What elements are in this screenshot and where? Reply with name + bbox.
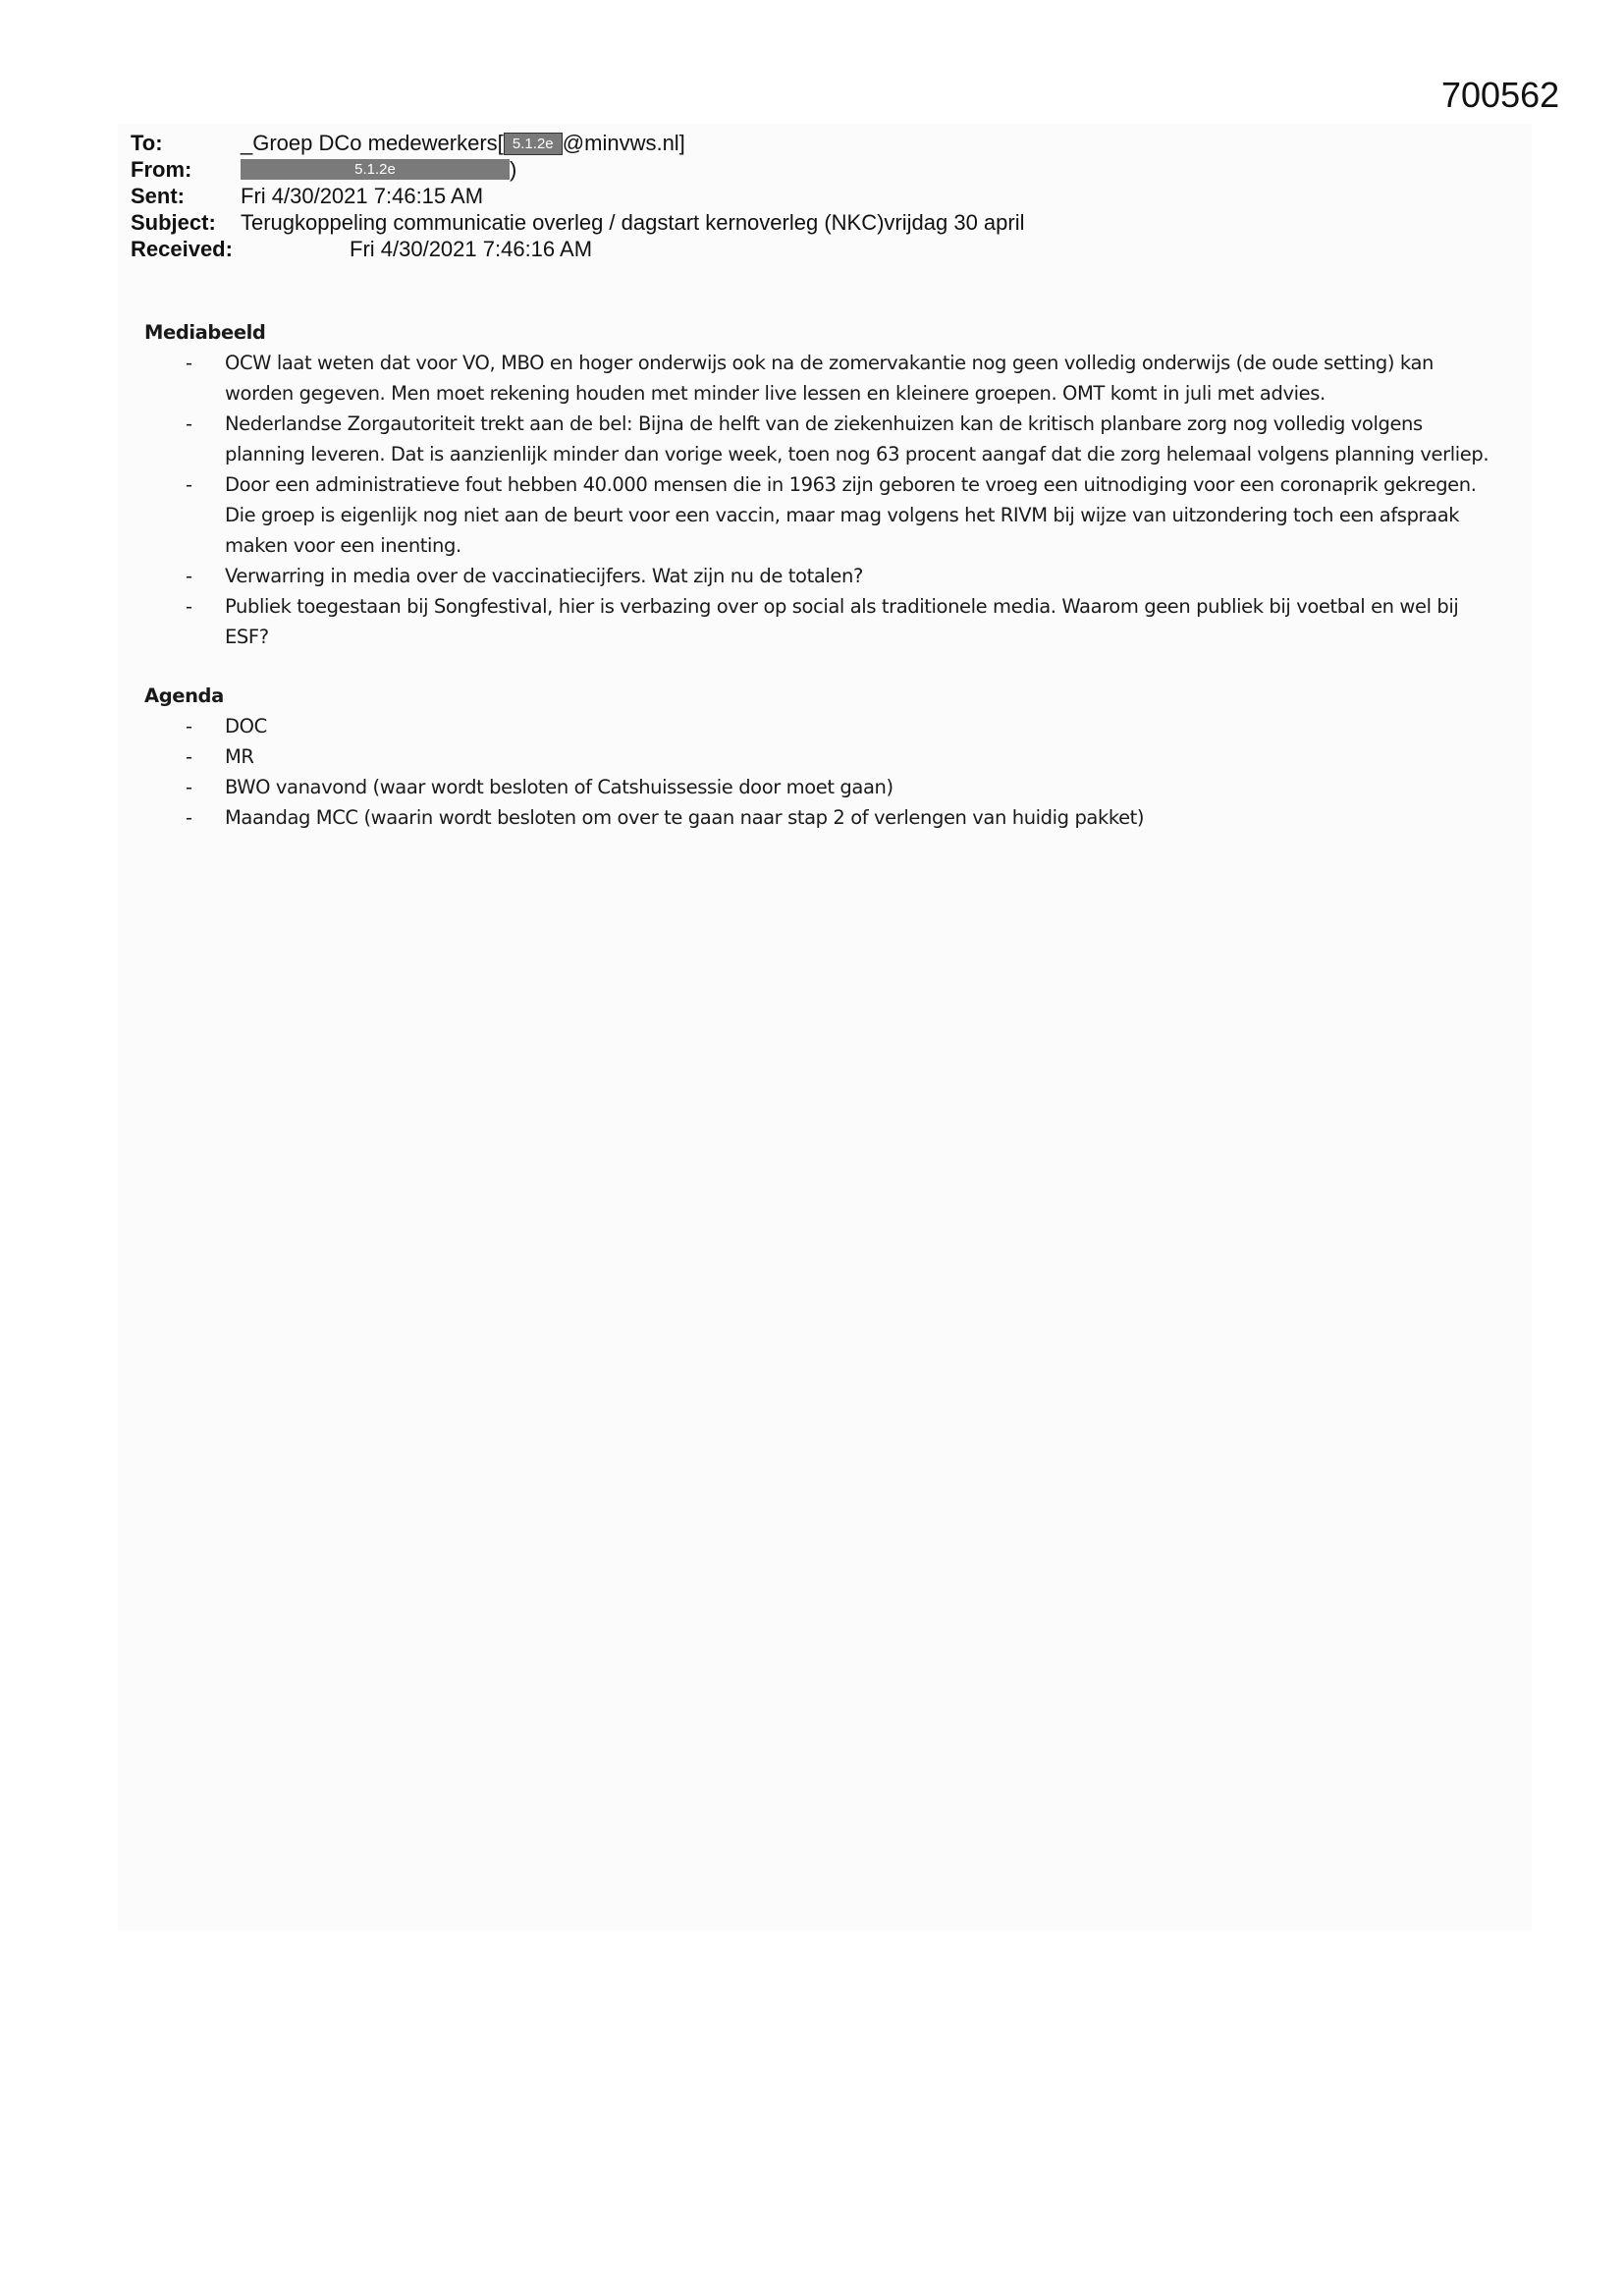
list-item-text: Nederlandse Zorgautoriteit trekt aan de bel: Bijna de helft van de ziekenhuizen kan de kritisch planbare zorg nog volledig volgens planning leveren. Dat is aanzienlijk minder dan vorige week, toen nog 63 procent aangaf dat die zorg helemaal volgens planning verliep. [225, 412, 1489, 465]
to-label: To: [131, 131, 163, 155]
list-item [144, 741, 1491, 772]
subject-label: Subject: [131, 210, 216, 235]
subject-value: Terugkoppeling communicatie overleg / dagstart kernoverleg (NKC)vrijdag 30 april [241, 210, 1025, 235]
bullet-dash: - [186, 473, 192, 496]
from-label: From: [131, 157, 192, 182]
bullet-dash: - [186, 776, 192, 798]
list-item [144, 591, 1491, 652]
list-item [144, 802, 1491, 833]
to-value [241, 130, 685, 156]
sent-value: Fri 4/30/2021 7:46:15 AM [241, 184, 484, 208]
list-item [144, 469, 1491, 561]
bullet-dash: - [186, 565, 192, 587]
section-gap [144, 652, 1491, 681]
sent-label: Sent: [131, 184, 185, 208]
list-item-text: OCW laat weten dat voor VO, MBO en hoger onderwijs ook na de zomervakantie nog geen volledig onderwijs (de oude setting) kan worden gegeven. Men moet rekening houden met minder live lessen en kleinere groepen. OMT komt in juli met advies. [225, 352, 1434, 405]
to-value-prefix: _Groep DCo medewerkers[ [241, 131, 504, 155]
to-value-suffix: @minvws.nl] [562, 131, 685, 155]
received-value: Fri 4/30/2021 7:46:16 AM [350, 237, 593, 261]
from-value-suffix: ) [510, 157, 517, 182]
list-item-text: BWO vanavond (waar wordt besloten of Catshuissessie door moet gaan) [225, 776, 893, 798]
list-item [144, 561, 1491, 591]
list-item [144, 409, 1491, 469]
list-item-text: Verwarring in media over de vaccinatiecijfers. Wat zijn nu de totalen? [225, 565, 863, 587]
section-title-agenda: Agenda [144, 684, 224, 707]
list-item [144, 711, 1491, 741]
from-value [241, 156, 516, 183]
list-item-text: DOC [225, 715, 267, 738]
redaction-box: 5.1.2e [241, 159, 510, 180]
document-number: 700562 [1441, 75, 1560, 115]
bullet-dash: - [186, 595, 192, 618]
bullet-dash: - [186, 412, 192, 435]
list-item [144, 348, 1491, 409]
bullet-dash: - [186, 352, 192, 374]
agenda-list [144, 711, 1491, 833]
bullet-dash: - [186, 806, 192, 829]
section-title-mediabeeld: Mediabeeld [144, 321, 266, 344]
list-item-text: Maandag MCC (waarin wordt besloten om over te gaan naar stap 2 of verlengen van huidig pakket) [225, 806, 1145, 829]
list-item-text: Door een administratieve fout hebben 40.000 mensen die in 1963 zijn geboren te vroeg een uitnodiging voor een coronaprik gekregen. Die groep is eigenlijk nog niet aan de beurt voor een vaccin, maar mag volgens het RIVM bij wijze van uitzondering toch een afspraak maken voor een inenting. [225, 473, 1477, 557]
list-item [144, 772, 1491, 802]
list-item-text: Publiek toegestaan bij Songfestival, hier is verbazing over op social als traditionele media. Waarom geen publiek bij voetbal en wel bij ESF? [225, 595, 1459, 648]
bullet-dash: - [186, 745, 192, 768]
list-item-text: MR [225, 745, 254, 768]
email-body [144, 317, 1491, 833]
mediabeeld-list [144, 348, 1491, 652]
bullet-dash: - [186, 715, 192, 738]
received-label: Received: [131, 237, 233, 261]
redaction-box: 5.1.2e [504, 133, 563, 155]
